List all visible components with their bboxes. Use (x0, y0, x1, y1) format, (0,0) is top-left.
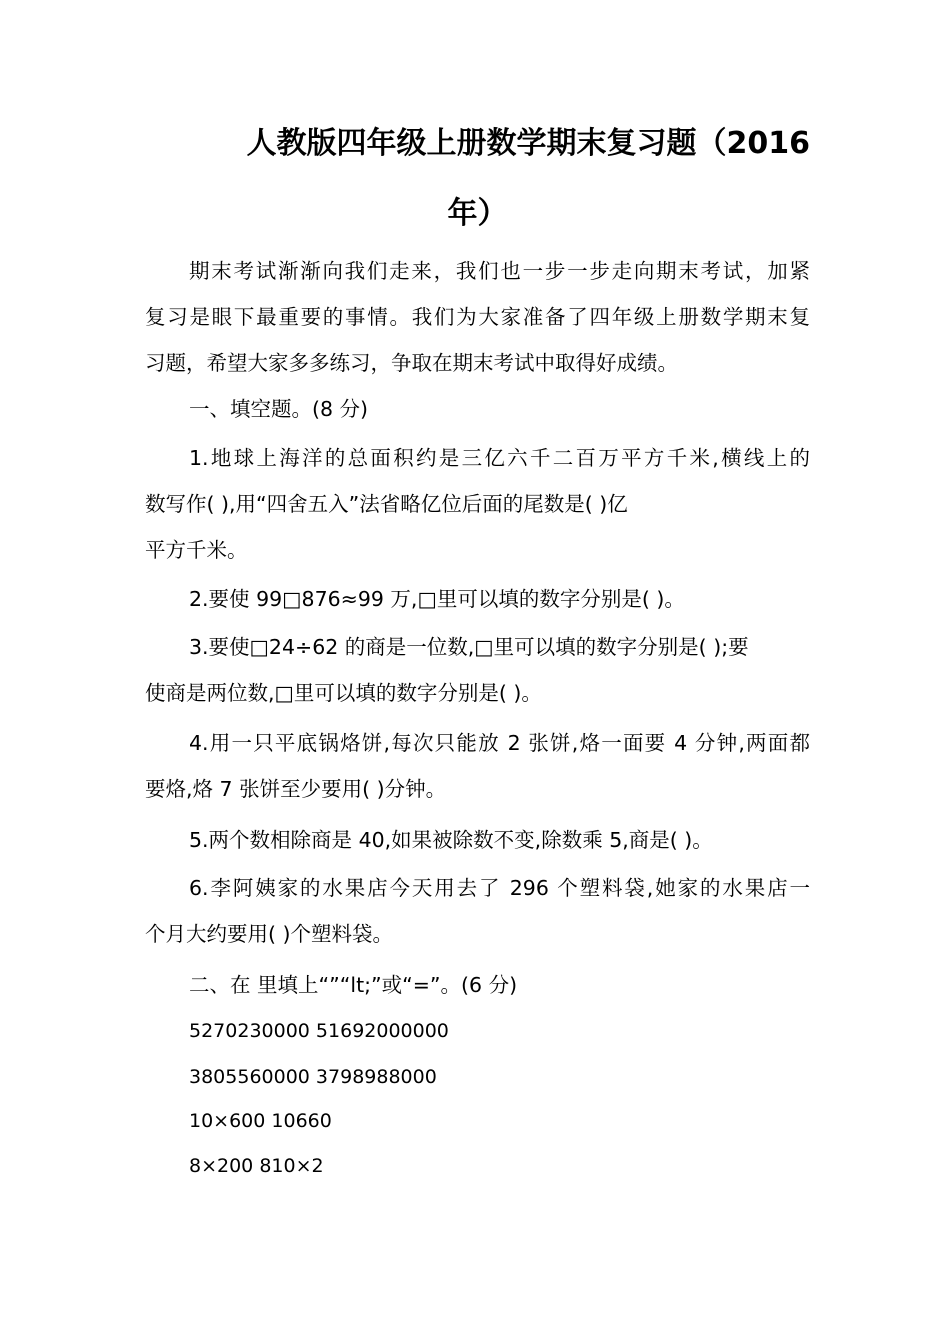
comparison-item: 5270230000 51692000000 (189, 1020, 449, 1042)
question-line: 5.两个数相除商是 40,如果被除数不变,除数乘 5,商是( )。 (189, 828, 713, 852)
section2-heading-block (145, 962, 810, 1008)
intro-line: 期末考试渐渐向我们走来，我们也一步一步走向期末考试，加紧 (189, 259, 810, 283)
comparison-item: 3805560000 3798988000 (189, 1066, 437, 1088)
question-1 (145, 435, 810, 573)
question-line: 3.要使□24÷62 的商是一位数,□里可以填的数字分别是( );要 (189, 635, 749, 659)
question-line: 4.用一只平底锅烙饼,每次只能放 2 张饼,烙一面要 4 分钟,两面都 (189, 731, 810, 755)
question-line: 使商是两位数,□里可以填的数字分别是( )。 (145, 681, 542, 705)
section2-heading: 二、在 里填上“”“lt;”或“=”。(6 分) (189, 973, 518, 997)
question-line: 平方千米。 (145, 538, 248, 562)
question-line: 6.李阿姨家的水果店今天用去了 296 个塑料袋,她家的水果店一 (189, 876, 810, 900)
comparison-item: 10×600 10660 (189, 1110, 332, 1132)
comparison-item: 8×200 810×2 (189, 1155, 324, 1177)
question-3 (145, 624, 810, 716)
question-line: 个月大约要用( )个塑料袋。 (145, 922, 394, 946)
question-line: 要烙,烙 7 张饼至少要用( )分钟。 (145, 777, 447, 801)
question-line: 数写作( ),用“四舍五入”法省略亿位后面的尾数是( )亿 (145, 492, 628, 516)
question-line: 2.要使 99□876≈99 万,□里可以填的数字分别是( )。 (189, 587, 685, 611)
intro-line: 复习是眼下最重要的事情。我们为大家准备了四年级上册数学期末复 (145, 305, 810, 329)
question-4 (145, 720, 810, 812)
question-5 (145, 817, 810, 863)
document-title-line2: 年） (447, 196, 508, 231)
question-6 (145, 865, 810, 957)
intro-paragraph (145, 248, 810, 386)
section1-heading-block (145, 386, 810, 432)
intro-line: 习题，希望大家多多练习，争取在期末考试中取得好成绩。 (145, 351, 678, 375)
question-line: 1.地球上海洋的总面积约是三亿六千二百万平方千米,横线上的 (189, 446, 810, 470)
section1-heading: 一、填空题。(8 分) (189, 397, 369, 421)
document-title-line1: 人教版四年级上册数学期末复习题（2016 (246, 126, 810, 161)
question-2 (145, 576, 810, 622)
